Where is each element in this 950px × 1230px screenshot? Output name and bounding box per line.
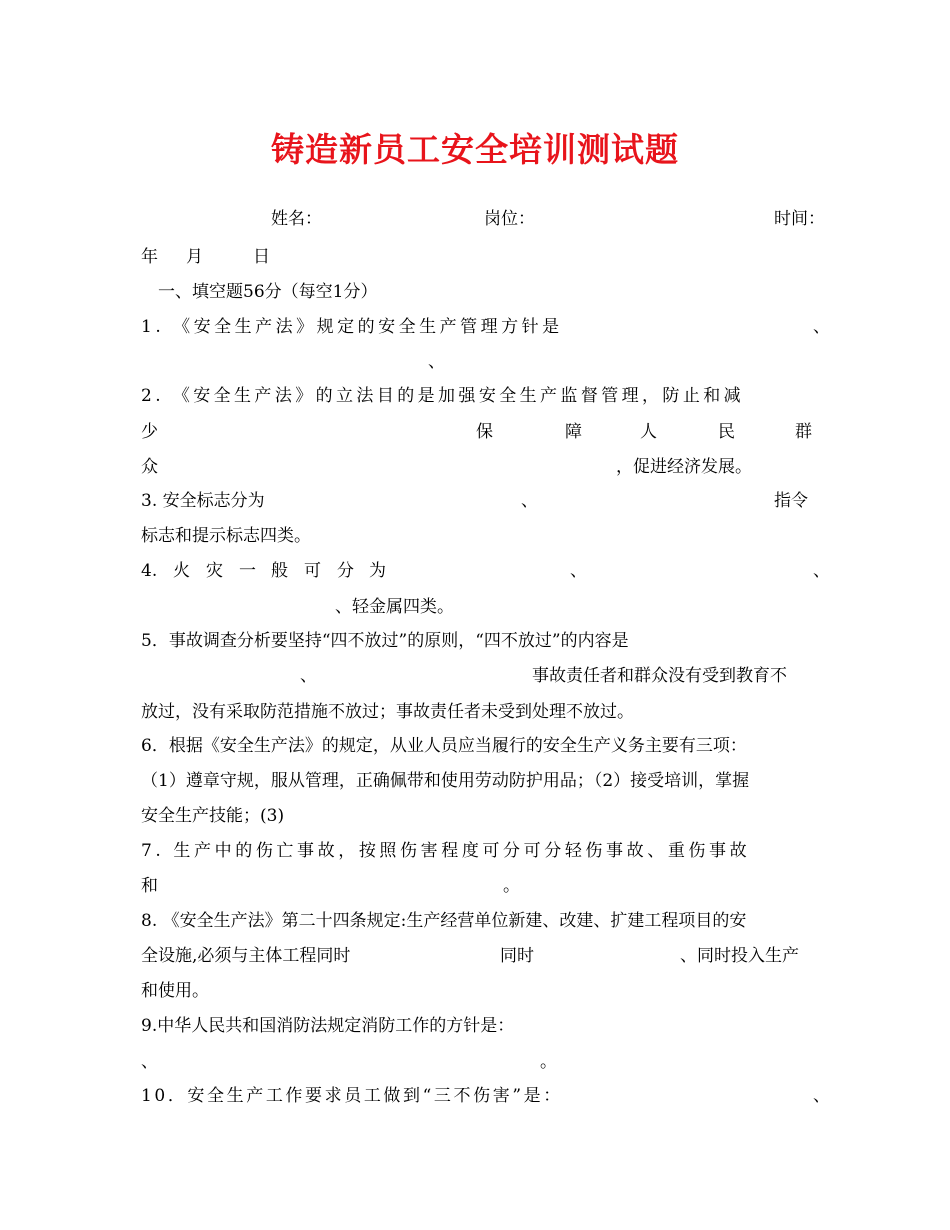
q3-text: 3. 安全标志分为 (141, 491, 265, 511)
q2-word-3: 人 (640, 422, 657, 442)
q6-line2: （1）遵章守规，服从管理，正确佩带和使用劳动防护用品；（2）接受培训，掌握 (141, 771, 750, 791)
q4-w6: 分 (337, 561, 354, 581)
q2-text: 2. 《安全生产法》的立法目的是加强安全生产监督管理，防止和减 (141, 386, 745, 406)
q2-word-0: 少 (141, 422, 158, 442)
year-label: 年 (141, 247, 158, 267)
q4-w7: 为 (369, 561, 386, 581)
q2-line3-start: 众 (141, 457, 158, 477)
q4-w5: 可 (304, 561, 321, 581)
q8-line2-b: 同时 (500, 946, 534, 966)
q2-line3-end: ，促进经济发展。 (616, 457, 752, 477)
q3-instruction: 指令 (774, 491, 808, 511)
q2-word-2: 障 (565, 422, 582, 442)
q4-w1: 火 (173, 561, 190, 581)
q4-sep-2: 、 (813, 561, 830, 581)
q9-end: 。 (540, 1052, 557, 1072)
post-label: 岗位： (484, 209, 535, 229)
q2-word-4: 民 (718, 422, 735, 442)
q3-line2: 标志和提示标志四类。 (141, 526, 311, 546)
q8-line3: 和使用。 (141, 981, 209, 1001)
q9-sep: 、 (141, 1052, 158, 1072)
q5-line3: 放过，没有采取防范措施不放过；事故责任者未受到处理不放过。 (141, 702, 634, 722)
q4-line2: 、轻金属四类。 (335, 597, 454, 617)
q7-line2-start: 和 (141, 876, 158, 896)
time-label: 时间： (774, 209, 825, 229)
name-label: 姓名： (271, 209, 322, 229)
q8-line2-a: 全设施,必须与主体工程同时 (141, 946, 351, 966)
q5-line2: 事故责任者和群众没有受到教育不 (532, 666, 787, 686)
q7-text: 7. 生产中的伤亡事故，按照伤害程度可分可分轻伤事故、重伤事故 (141, 841, 751, 861)
q10-text: 10．安全生产工作要求员工做到“三不伤害”是： (141, 1086, 563, 1106)
day-label: 日 (253, 247, 270, 267)
month-label: 月 (186, 247, 203, 267)
q7-line2-end: 。 (503, 876, 520, 896)
document-title: 铸造新员工安全培训测试题 (271, 130, 679, 169)
q5-sep: 、 (300, 666, 317, 686)
q2-word-1: 保 (476, 422, 493, 442)
section-heading: 一、填空题56分（每空1分） (158, 282, 378, 302)
q8-line2-c: 、同时投入生产 (680, 946, 799, 966)
q10-sep: 、 (813, 1086, 830, 1106)
q6-line3: 安全生产技能；(3) (141, 806, 285, 826)
q8-text: 8. 《安全生产法》第二十四条规定:生产经营单位新建、改建、扩建工程项目的安 (141, 911, 747, 931)
q3-sep: 、 (521, 491, 538, 511)
q1-text: 1. 《安全生产法》规定的安全生产管理方针是 (141, 317, 563, 337)
q4-w2: 灾 (206, 561, 223, 581)
q9-text: 9.中华人民共和国消防法规定消防工作的方针是： (141, 1016, 515, 1036)
q4-sep-1: 、 (570, 561, 587, 581)
q4-w4: 般 (271, 561, 288, 581)
q1-sep-1: 、 (813, 317, 830, 337)
q1-sep-2: 、 (428, 352, 445, 372)
q2-word-5: 群 (795, 422, 812, 442)
q5-text: 5．事故调查分析要坚持“四不放过”的原则，“四不放过”的内容是 (141, 631, 629, 651)
q6-text: 6．根据《安全生产法》的规定，从业人员应当履行的安全生产义务主要有三项： (141, 736, 747, 756)
q4-w3: 一 (239, 561, 256, 581)
q4-w0: 4. (141, 561, 158, 581)
